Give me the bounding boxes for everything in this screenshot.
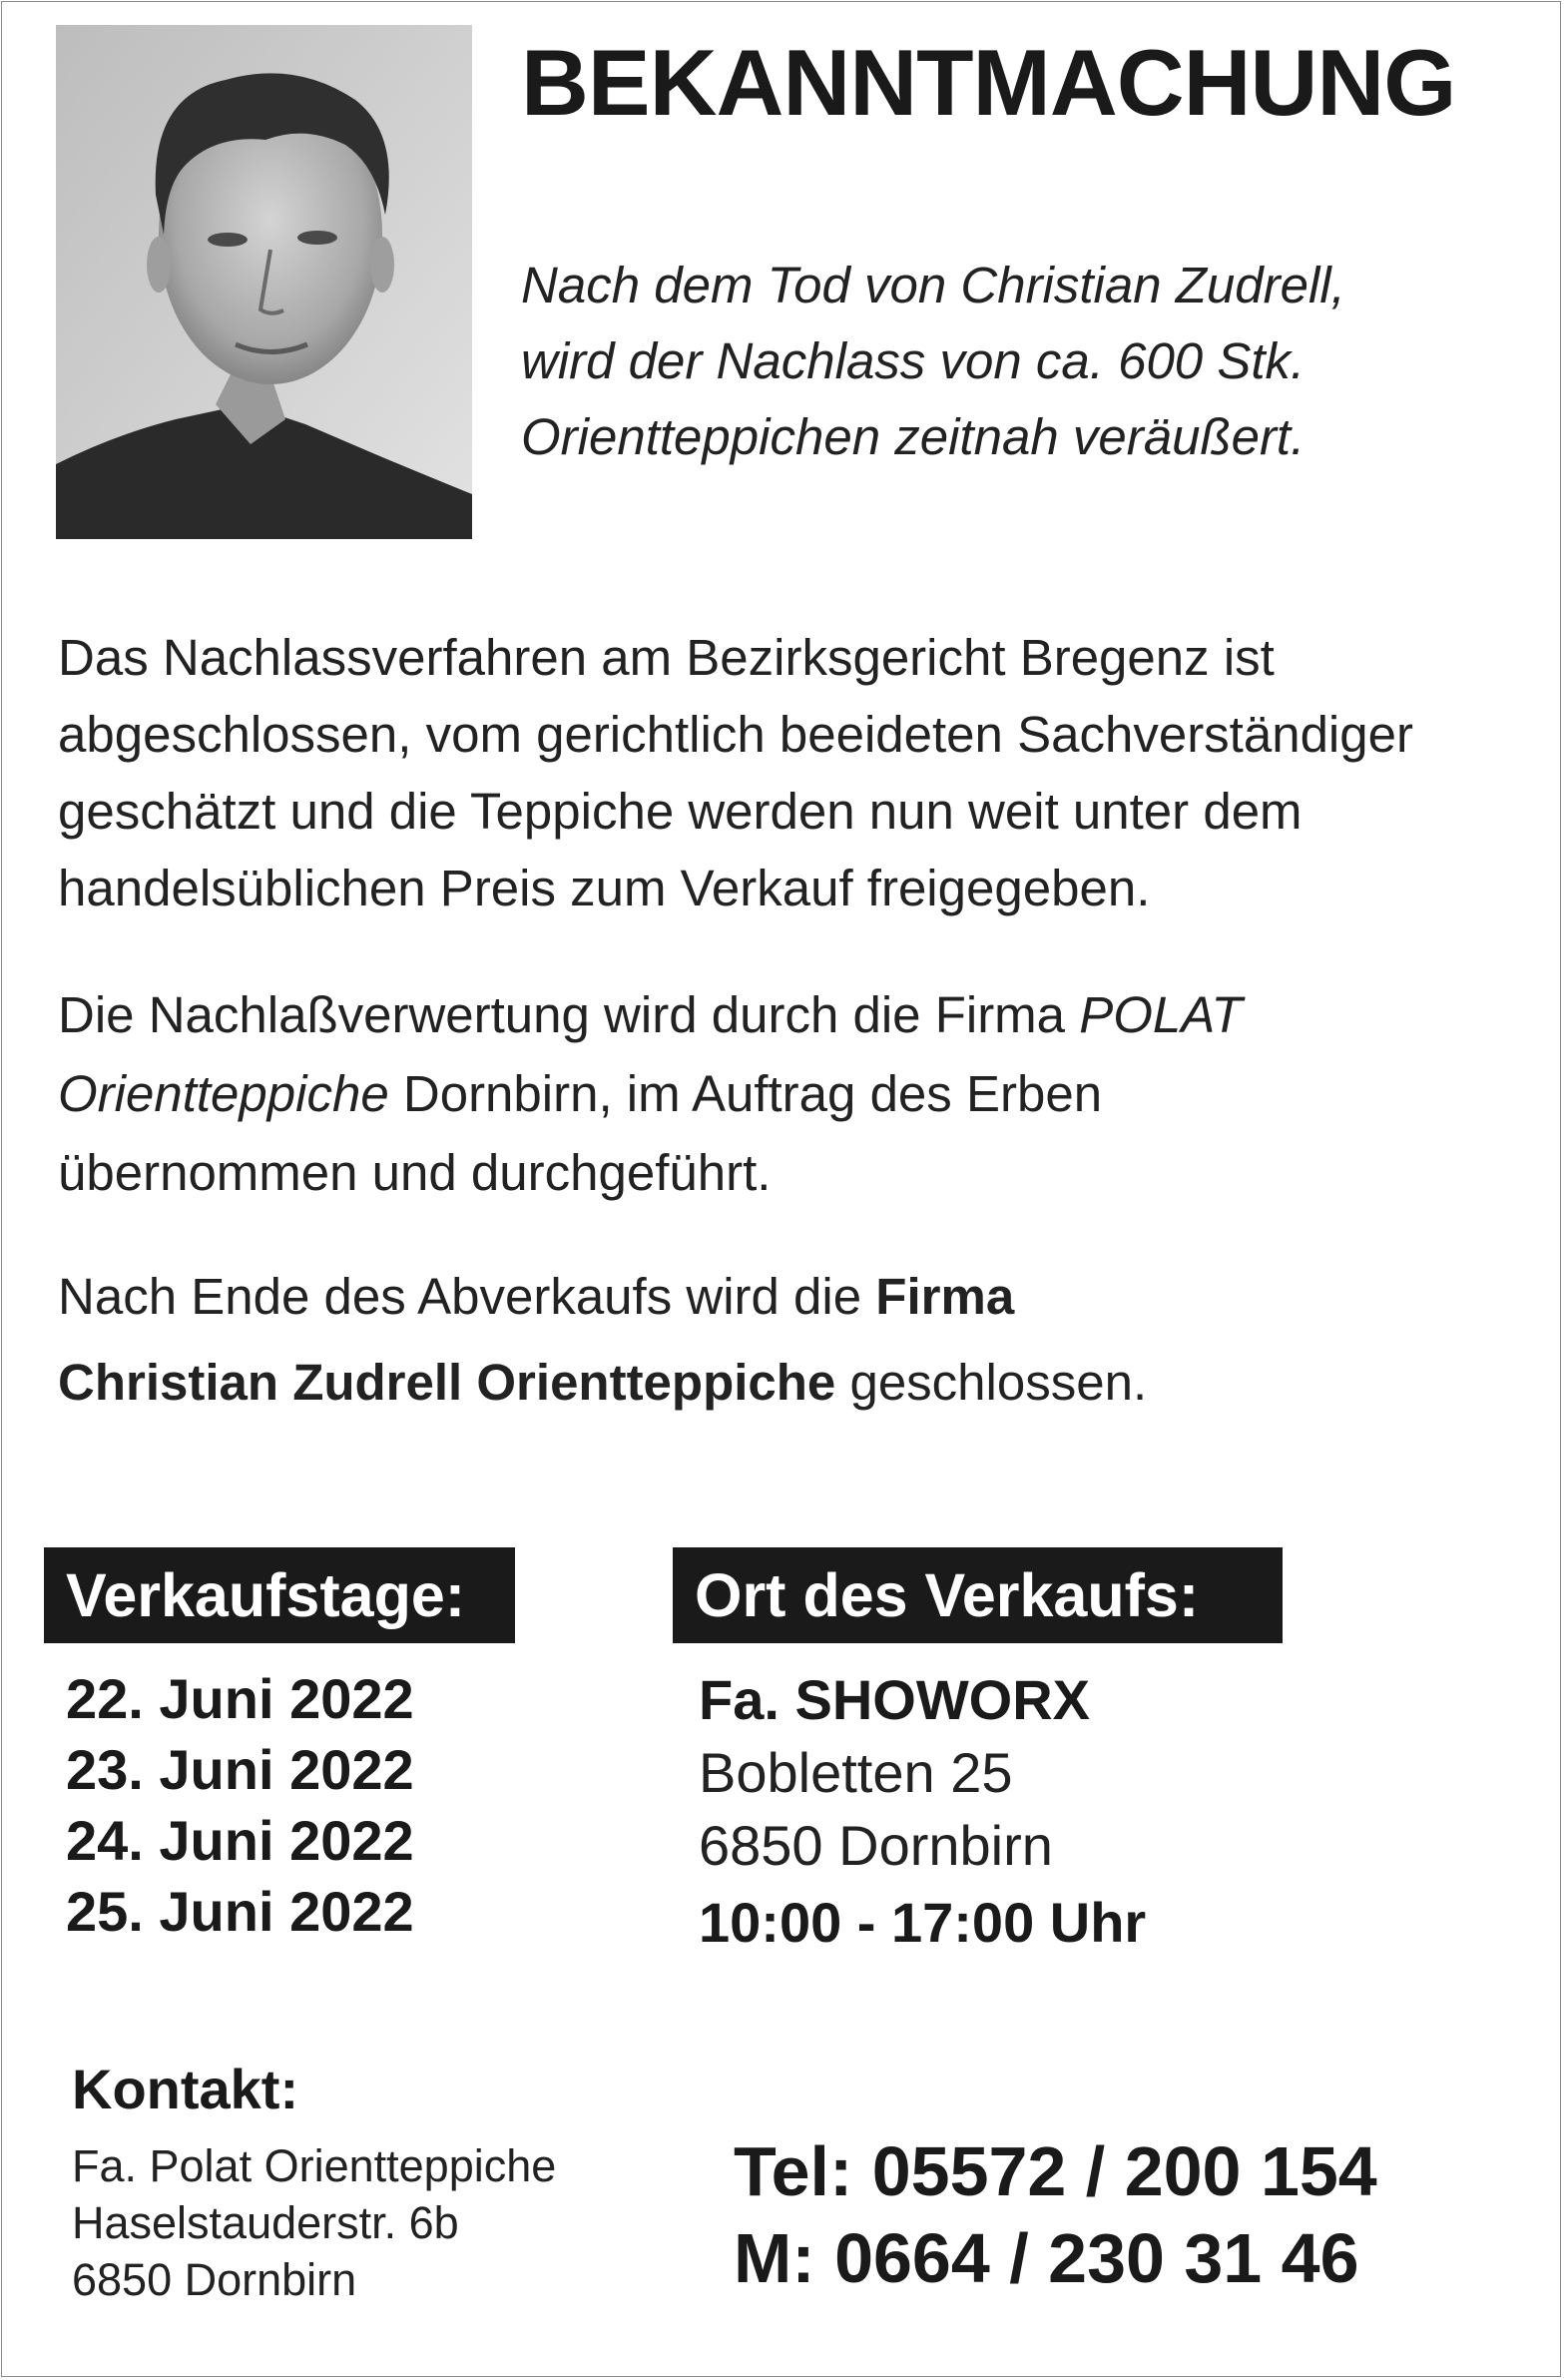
intro-line: wird der Nachlass von ca. 600 Stk.: [521, 332, 1305, 389]
company-name-italic: POLAT: [1079, 986, 1243, 1043]
sale-days-label: Verkaufstage:: [44, 1547, 515, 1643]
contact-phones: [734, 2128, 1377, 2302]
intro-line: Orientteppichen zeitnah veräußert.: [521, 408, 1305, 465]
sale-location-address: [699, 1663, 1146, 1959]
paragraph-line: [58, 1340, 1515, 1426]
paragraph-liquidation: [58, 975, 1515, 1212]
paragraph-text: Dornbirn, im Auftrag des Erben: [388, 1065, 1103, 1122]
location-company: Fa. SHOWORX: [699, 1668, 1091, 1731]
phone-number: Tel: 05572 / 200 154: [734, 2132, 1377, 2210]
contact-heading: Kontakt:: [72, 2058, 299, 2120]
paragraph-line: übernommen und durchgeführt.: [58, 1144, 772, 1201]
paragraph-line: [58, 975, 1515, 1054]
company-name-italic: Orientteppiche: [58, 1065, 389, 1122]
company-name-bold: Christian Zudrell Orientteppiche: [58, 1354, 836, 1411]
location-street: Bobletten 25: [699, 1741, 1013, 1804]
sale-location-label: Ort des Verkaufs:: [673, 1547, 1283, 1643]
paragraph-closure: [58, 1254, 1515, 1426]
paragraph-text: geschlossen.: [835, 1354, 1148, 1411]
location-city: 6850 Dornbirn: [699, 1814, 1053, 1877]
page-title: BEKANNTMACHUNG: [521, 30, 1456, 135]
intro-line: Nach dem Tod von Christian Zudrell,: [521, 257, 1345, 313]
contact-city: 6850 Dornbirn: [72, 2254, 357, 2305]
contact-company: Fa. Polat Orientteppiche: [72, 2140, 557, 2191]
paragraph-line: Das Nachlassverfahren am Bezirksgericht Bregenz ist: [58, 629, 1275, 686]
sale-dates-list: [66, 1663, 414, 1947]
sale-date: 23. Juni 2022: [66, 1738, 414, 1801]
company-name-bold: Firma: [875, 1268, 1015, 1325]
sale-date: 22. Juni 2022: [66, 1667, 414, 1730]
portrait-photo: [56, 25, 472, 539]
paragraph-text: Nach Ende des Abverkaufs wird die: [58, 1268, 876, 1325]
paragraph-line: [58, 1054, 1515, 1133]
paragraph-line: handelsüblichen Preis zum Verkauf freigegeben.: [58, 860, 1151, 916]
paragraph-text: Die Nachlaßverwertung wird durch die Firma: [58, 986, 1080, 1043]
intro-text: [521, 248, 1519, 475]
sale-date: 24. Juni 2022: [66, 1809, 414, 1872]
paragraph-estate-procedure: [58, 619, 1515, 926]
paragraph-line: geschätzt und die Teppiche werden nun weit unter dem: [58, 783, 1303, 840]
portrait-image: [56, 25, 472, 539]
mobile-number: M: 0664 / 230 31 46: [734, 2219, 1359, 2297]
paragraph-line: [58, 1254, 1515, 1340]
contact-address: [72, 2137, 556, 2308]
sale-date: 25. Juni 2022: [66, 1880, 414, 1943]
contact-street: Haselstauderstr. 6b: [72, 2197, 459, 2248]
paragraph-line: abgeschlossen, vom gerichtlich beeideten Sachverständiger: [58, 706, 1413, 763]
opening-hours: 10:00 - 17:00 Uhr: [699, 1891, 1147, 1954]
